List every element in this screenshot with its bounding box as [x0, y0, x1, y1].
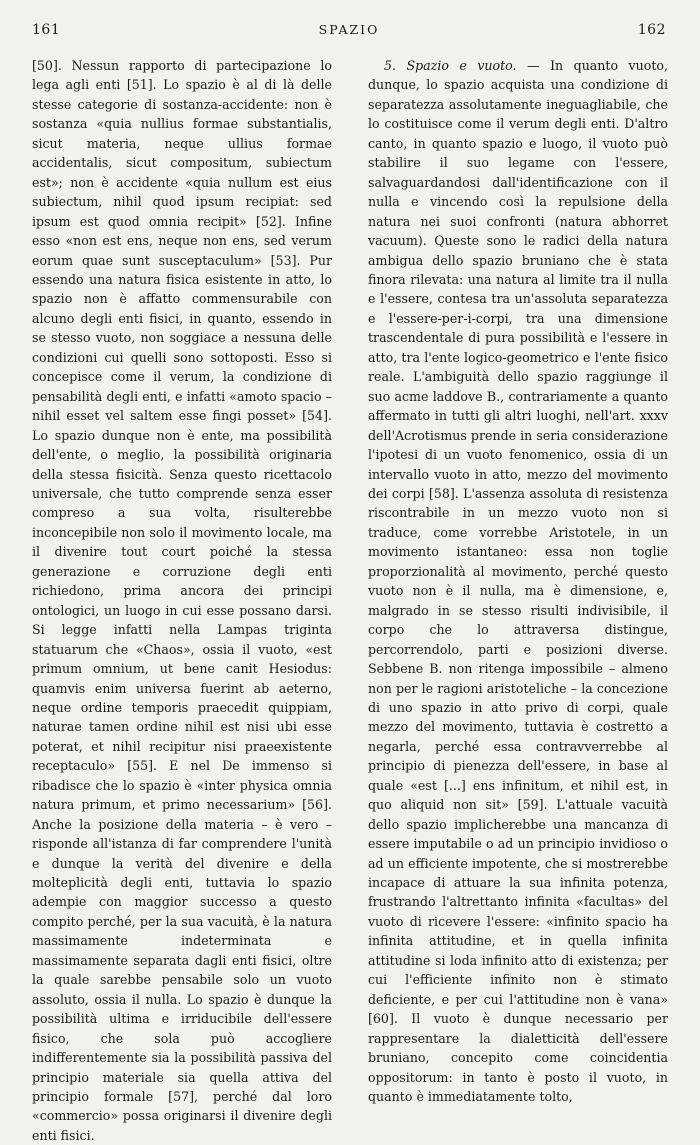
section-heading: 5. Spazio e vuoto. — — [384, 58, 540, 73]
running-title: SPAZIO — [318, 22, 380, 37]
left-column-paragraph: [50]. Nessun rapporto di partecipazione lo lega agli enti [51]. Lo spazio è al di là delle stesse categorie di sostanza-accidente: non è sostanza «quia nullius formae substantialis, sicut materia, neque ullius formae accidentalis, sicut compositum, subiectum est»; non è accidente «quia nullum est eius subiectum, nihil quod ipsum recipiat: sed ipsum est quod omnia recipit» [52]. Infine esso «non est ens, neque non ens, sed verum eorum quae sunt susceptaculum» [53]. Pur essendo una natura fisica esistente in atto, lo spazio non è affatto commensurabile con alcuno degli enti fisici, in quanto, essendo in se stesso vuoto, non soggiace a nessuna delle condizioni cui quelli sono sottoposti. Esso si concepisce come il verum, la condizione di pensabilità degli enti, e infatti «amoto spacio – nihil esset vel saltem esse fingi posset» [54]. Lo spazio dunque non è ente, ma possibilità dell'ente, o meglio, la possibilità originaria della stessa fisicità. Senza questo ricettacolo universale, che tutto comprende senza esser compreso a sua volta, risulterebbe inconcepibile non solo il movimento locale, ma il divenire tout court poiché la stessa generazione e corruzione degli enti richiedono, prima ancora dei principi ontologici, un luogo in cui esse possano darsi. Si legge infatti nella Lampas triginta statuarum che «Chaos», ossia il vuoto, «est primum omnium, ut bene canit Hesiodus: quamvis enim universa fuerint ab aeterno, neque ordine temporis praecedit quippiam, naturae tamen ordine nihil est nisi ubi esse poterat, et nihil recipitur nisi praeexistente receptaculo» [55]. E nel De immenso si ribadisce che lo spazio è «inter physica omnia natura primum, et primo necessarium» [56]. Anche la posizione della materia – è vero – risponde all'istanza di far comprendere l'unità e dunque la verità del divenire e della molteplicità degli enti, tuttavia lo spazio adempie con maggior successo a questo compito perché, per la sua vacuità, è la natura massimamente indeterminata e massimamente separata dagli enti fisici, oltre la quale sarebbe pensabile solo un vuoto assoluto, ossia il nulla. Lo spazio è dunque la possibilità ultima e irriducibile dell'essere fisico, che sola può accogliere indifferentemente sia la possibilità passiva del principio materiale sia quella attiva del principio formale [57], perché dal loro «commercio» possa originarsi il divenire degli enti fisici. — [32, 58, 332, 1143]
right-text-column — [368, 56, 668, 1106]
right-column-paragraph — [368, 56, 668, 1106]
right-column-text: In quanto vuoto, dunque, lo spazio acquista una condizione di separatezza assolutamente ineguagliabile, che lo costituisce come il verum degli enti. D'altro canto, in quanto spazio e luogo, il vuoto può stabilire il suo legame con l'essere, salvaguardandosi dall'identificazione con il nulla e vincendo così la repulsione della natura nei suoi confronti (natura abhorret vacuum). Queste sono le radici della natura ambigua dello spazio bruniano che è stata finora rilevata: una natura al limite tra il nulla e l'essere, contesa tra un'assoluta separatezza e l'essere-per-i-corpi, tra una dimensione trascendentale di pura possibilità e l'essere in atto, tra l'ente logico-geometrico e l'ente fisico reale. L'ambiguità dello spazio raggiunge il suo acme laddove B., contrariamente a quanto affermato in tutti gli altri luoghi, nell'art. xxxv dell'Acrotismus prende in seria considerazione l'ipotesi di un vuoto fenomenico, ossia di un intervallo vuoto in atto, mezzo del movimento dei corpi [58]. L'assenza assoluta di resistenza riscontrabile in un mezzo vuoto non si traduce, come vorrebbe Aristotele, in un movimento istantaneo: essa non toglie proporzionalità al movimento, perché questo vuoto non è il nulla, ma è dimensione, e, malgrado in se stesso risulti indivisibile, il corpo che lo attraversa distingue, percorrendolo, parti e posizioni diverse. Sebbene B. non ritenga impossibile – almeno non per le ragioni aristoteliche – la concezione di uno spazio in atto privo di corpi, quale mezzo del movimento, tuttavia è costretto a negarla, perché essa contravverrebbe al principio di pienezza dell'essere, in base al quale «est [...] ens infinitum, et nihil est, in quo aliquid non sit» [59]. L'attuale vacuità dello spazio implicherebbe una mancanza di essere imputabile o ad un principio invidioso o ad un efficiente impotente, che si mostrerebbe incapace di attuare la sua infinita potenza, frustrando l'altrettanto infinita «facultas» del vuoto di ricevere l'essere: «infinito spacio ha infinita attitudine, et in quella infinita attitudine si loda infinito atto di existenza; per cui l'efficiente infinito non è stimato deficiente, e per cui l'attitudine non è vana» [60]. Il vuoto è dunque necessario per rappresentare la dialetticità dell'essere bruniano, concepito come coincidentia oppositorum: in tanto è posto il vuoto, in quanto è immediatamente tolto, — [368, 58, 668, 1105]
right-page-number: 162 — [637, 22, 666, 38]
left-page-number: 161 — [32, 22, 61, 38]
running-header — [32, 22, 666, 38]
left-text-column — [32, 56, 332, 1145]
